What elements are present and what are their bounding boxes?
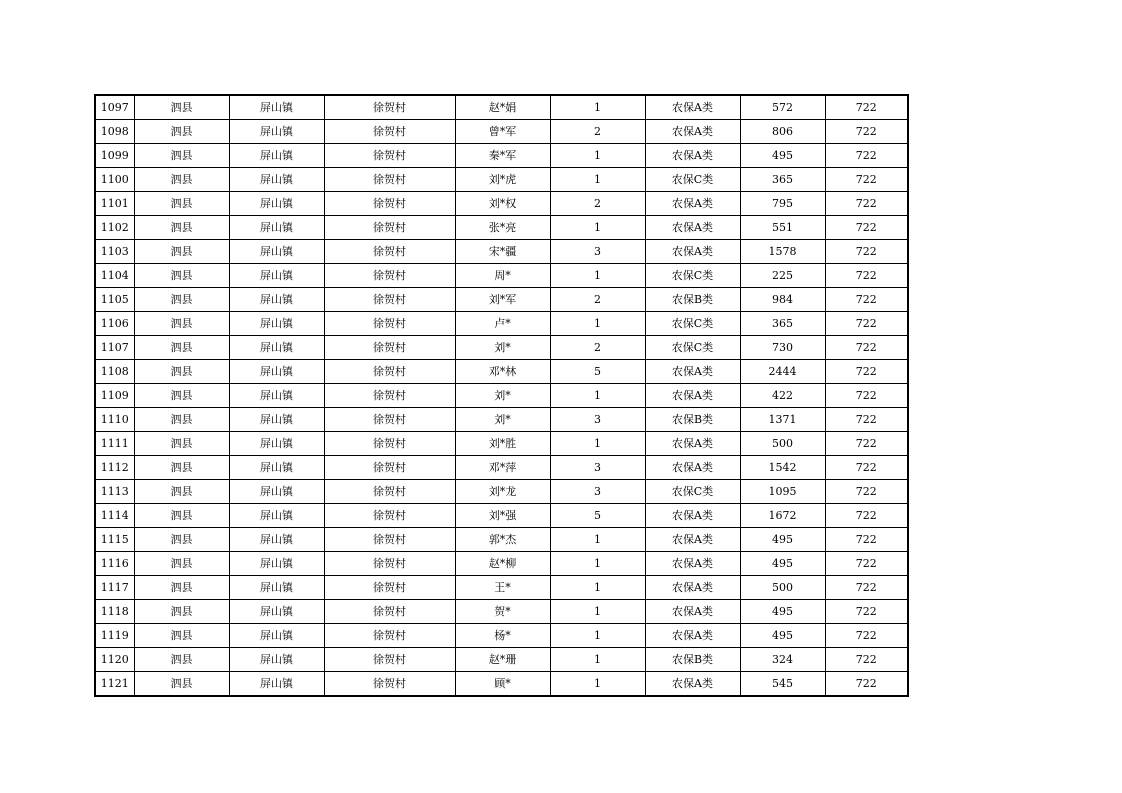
village-cell: 徐贺村 [324,216,455,240]
standard-cell: 722 [825,528,908,552]
household-size-cell: 2 [550,336,645,360]
name-cell: 邓*萍 [455,456,550,480]
household-size-cell: 5 [550,360,645,384]
serial-number-cell: 1106 [95,312,134,336]
category-cell: 农保A类 [645,95,740,120]
village-cell: 徐贺村 [324,504,455,528]
county-cell: 泗县 [134,312,229,336]
category-cell: 农保A类 [645,120,740,144]
table-row [95,240,908,264]
table-row [95,600,908,624]
household-size-cell: 1 [550,95,645,120]
amount-cell: 225 [740,264,825,288]
town-cell: 屏山镇 [229,432,324,456]
table-row [95,552,908,576]
standard-cell: 722 [825,312,908,336]
serial-number-cell: 1121 [95,672,134,697]
village-cell: 徐贺村 [324,408,455,432]
serial-number-cell: 1104 [95,264,134,288]
name-cell: 赵*柳 [455,552,550,576]
name-cell: 卢* [455,312,550,336]
serial-number-cell: 1115 [95,528,134,552]
amount-cell: 1578 [740,240,825,264]
amount-cell: 495 [740,144,825,168]
town-cell: 屏山镇 [229,168,324,192]
serial-number-cell: 1119 [95,624,134,648]
name-cell: 刘*权 [455,192,550,216]
standard-cell: 722 [825,456,908,480]
county-cell: 泗县 [134,144,229,168]
household-size-cell: 1 [550,384,645,408]
county-cell: 泗县 [134,504,229,528]
standard-cell: 722 [825,600,908,624]
amount-cell: 495 [740,624,825,648]
town-cell: 屏山镇 [229,264,324,288]
town-cell: 屏山镇 [229,456,324,480]
household-size-cell: 1 [550,216,645,240]
county-cell: 泗县 [134,95,229,120]
county-cell: 泗县 [134,360,229,384]
name-cell: 刘* [455,408,550,432]
standard-cell: 722 [825,288,908,312]
village-cell: 徐贺村 [324,144,455,168]
town-cell: 屏山镇 [229,672,324,697]
category-cell: 农保A类 [645,432,740,456]
standard-cell: 722 [825,504,908,528]
category-cell: 农保A类 [645,240,740,264]
serial-number-cell: 1110 [95,408,134,432]
table-row [95,216,908,240]
village-cell: 徐贺村 [324,120,455,144]
county-cell: 泗县 [134,624,229,648]
table-row [95,264,908,288]
name-cell: 秦*军 [455,144,550,168]
village-cell: 徐贺村 [324,576,455,600]
name-cell: 贺* [455,600,550,624]
amount-cell: 572 [740,95,825,120]
household-size-cell: 1 [550,264,645,288]
serial-number-cell: 1101 [95,192,134,216]
town-cell: 屏山镇 [229,288,324,312]
county-cell: 泗县 [134,552,229,576]
town-cell: 屏山镇 [229,144,324,168]
standard-cell: 722 [825,360,908,384]
name-cell: 宋*疆 [455,240,550,264]
village-cell: 徐贺村 [324,552,455,576]
county-cell: 泗县 [134,336,229,360]
amount-cell: 495 [740,528,825,552]
category-cell: 农保C类 [645,480,740,504]
town-cell: 屏山镇 [229,240,324,264]
serial-number-cell: 1097 [95,95,134,120]
table-row [95,576,908,600]
category-cell: 农保C类 [645,168,740,192]
town-cell: 屏山镇 [229,480,324,504]
category-cell: 农保A类 [645,384,740,408]
amount-cell: 422 [740,384,825,408]
name-cell: 刘*军 [455,288,550,312]
household-size-cell: 1 [550,528,645,552]
county-cell: 泗县 [134,264,229,288]
household-size-cell: 1 [550,312,645,336]
table-row [95,120,908,144]
table-row [95,528,908,552]
category-cell: 农保C类 [645,312,740,336]
name-cell: 刘*胜 [455,432,550,456]
standard-cell: 722 [825,624,908,648]
household-size-cell: 3 [550,456,645,480]
county-cell: 泗县 [134,168,229,192]
county-cell: 泗县 [134,600,229,624]
category-cell: 农保A类 [645,504,740,528]
category-cell: 农保A类 [645,624,740,648]
name-cell: 刘* [455,384,550,408]
standard-cell: 722 [825,216,908,240]
village-cell: 徐贺村 [324,528,455,552]
county-cell: 泗县 [134,240,229,264]
village-cell: 徐贺村 [324,336,455,360]
household-size-cell: 3 [550,240,645,264]
standard-cell: 722 [825,576,908,600]
standard-cell: 722 [825,432,908,456]
village-cell: 徐贺村 [324,95,455,120]
category-cell: 农保B类 [645,648,740,672]
serial-number-cell: 1099 [95,144,134,168]
standard-cell: 722 [825,552,908,576]
serial-number-cell: 1108 [95,360,134,384]
category-cell: 农保A类 [645,216,740,240]
category-cell: 农保A类 [645,144,740,168]
standard-cell: 722 [825,648,908,672]
table-row [95,384,908,408]
village-cell: 徐贺村 [324,648,455,672]
table-body [95,95,908,696]
serial-number-cell: 1113 [95,480,134,504]
serial-number-cell: 1102 [95,216,134,240]
village-cell: 徐贺村 [324,360,455,384]
village-cell: 徐贺村 [324,168,455,192]
town-cell: 屏山镇 [229,528,324,552]
village-cell: 徐贺村 [324,312,455,336]
data-table [94,94,909,697]
serial-number-cell: 1100 [95,168,134,192]
county-cell: 泗县 [134,432,229,456]
household-size-cell: 3 [550,408,645,432]
table-row [95,144,908,168]
county-cell: 泗县 [134,408,229,432]
table-row [95,672,908,697]
town-cell: 屏山镇 [229,600,324,624]
town-cell: 屏山镇 [229,504,324,528]
serial-number-cell: 1103 [95,240,134,264]
town-cell: 屏山镇 [229,336,324,360]
village-cell: 徐贺村 [324,240,455,264]
amount-cell: 1672 [740,504,825,528]
standard-cell: 722 [825,192,908,216]
town-cell: 屏山镇 [229,576,324,600]
serial-number-cell: 1118 [95,600,134,624]
village-cell: 徐贺村 [324,480,455,504]
household-size-cell: 1 [550,648,645,672]
village-cell: 徐贺村 [324,432,455,456]
name-cell: 郭*杰 [455,528,550,552]
amount-cell: 806 [740,120,825,144]
amount-cell: 324 [740,648,825,672]
serial-number-cell: 1112 [95,456,134,480]
standard-cell: 722 [825,480,908,504]
household-size-cell: 2 [550,192,645,216]
table-row [95,648,908,672]
category-cell: 农保A类 [645,672,740,697]
county-cell: 泗县 [134,120,229,144]
category-cell: 农保A类 [645,576,740,600]
amount-cell: 551 [740,216,825,240]
amount-cell: 495 [740,552,825,576]
serial-number-cell: 1114 [95,504,134,528]
county-cell: 泗县 [134,456,229,480]
amount-cell: 365 [740,168,825,192]
standard-cell: 722 [825,95,908,120]
town-cell: 屏山镇 [229,648,324,672]
name-cell: 赵*娟 [455,95,550,120]
town-cell: 屏山镇 [229,312,324,336]
county-cell: 泗县 [134,192,229,216]
amount-cell: 1371 [740,408,825,432]
table-row [95,480,908,504]
amount-cell: 500 [740,432,825,456]
town-cell: 屏山镇 [229,192,324,216]
category-cell: 农保B类 [645,288,740,312]
standard-cell: 722 [825,144,908,168]
name-cell: 刘*龙 [455,480,550,504]
name-cell: 张*亮 [455,216,550,240]
household-size-cell: 5 [550,504,645,528]
household-size-cell: 1 [550,552,645,576]
standard-cell: 722 [825,384,908,408]
table-row [95,360,908,384]
table-row [95,408,908,432]
category-cell: 农保A类 [645,552,740,576]
standard-cell: 722 [825,408,908,432]
standard-cell: 722 [825,168,908,192]
county-cell: 泗县 [134,288,229,312]
amount-cell: 730 [740,336,825,360]
name-cell: 刘*强 [455,504,550,528]
category-cell: 农保A类 [645,456,740,480]
household-size-cell: 1 [550,144,645,168]
name-cell: 邓*林 [455,360,550,384]
household-size-cell: 1 [550,576,645,600]
amount-cell: 495 [740,600,825,624]
village-cell: 徐贺村 [324,192,455,216]
category-cell: 农保A类 [645,600,740,624]
household-size-cell: 1 [550,624,645,648]
name-cell: 顾* [455,672,550,697]
serial-number-cell: 1111 [95,432,134,456]
county-cell: 泗县 [134,384,229,408]
county-cell: 泗县 [134,672,229,697]
table-row [95,456,908,480]
village-cell: 徐贺村 [324,600,455,624]
table-row [95,168,908,192]
town-cell: 屏山镇 [229,624,324,648]
category-cell: 农保A类 [645,360,740,384]
table-row [95,192,908,216]
town-cell: 屏山镇 [229,384,324,408]
standard-cell: 722 [825,672,908,697]
county-cell: 泗县 [134,480,229,504]
standard-cell: 722 [825,336,908,360]
household-size-cell: 2 [550,120,645,144]
name-cell: 周* [455,264,550,288]
serial-number-cell: 1116 [95,552,134,576]
serial-number-cell: 1109 [95,384,134,408]
name-cell: 曾*军 [455,120,550,144]
table-row [95,312,908,336]
name-cell: 刘* [455,336,550,360]
county-cell: 泗县 [134,216,229,240]
standard-cell: 722 [825,264,908,288]
county-cell: 泗县 [134,528,229,552]
category-cell: 农保A类 [645,192,740,216]
table-row [95,624,908,648]
serial-number-cell: 1098 [95,120,134,144]
household-size-cell: 3 [550,480,645,504]
standard-cell: 722 [825,120,908,144]
household-size-cell: 1 [550,168,645,192]
serial-number-cell: 1120 [95,648,134,672]
amount-cell: 984 [740,288,825,312]
town-cell: 屏山镇 [229,95,324,120]
amount-cell: 2444 [740,360,825,384]
county-cell: 泗县 [134,648,229,672]
town-cell: 屏山镇 [229,408,324,432]
county-cell: 泗县 [134,576,229,600]
serial-number-cell: 1105 [95,288,134,312]
village-cell: 徐贺村 [324,288,455,312]
category-cell: 农保C类 [645,264,740,288]
village-cell: 徐贺村 [324,672,455,697]
village-cell: 徐贺村 [324,624,455,648]
table-row [95,432,908,456]
standard-cell: 722 [825,240,908,264]
amount-cell: 795 [740,192,825,216]
name-cell: 刘*虎 [455,168,550,192]
household-size-cell: 1 [550,672,645,697]
amount-cell: 545 [740,672,825,697]
village-cell: 徐贺村 [324,456,455,480]
amount-cell: 500 [740,576,825,600]
category-cell: 农保B类 [645,408,740,432]
amount-cell: 365 [740,312,825,336]
category-cell: 农保A类 [645,528,740,552]
serial-number-cell: 1117 [95,576,134,600]
village-cell: 徐贺村 [324,384,455,408]
household-size-cell: 1 [550,600,645,624]
town-cell: 屏山镇 [229,120,324,144]
household-size-cell: 2 [550,288,645,312]
name-cell: 赵*珊 [455,648,550,672]
table-row [95,336,908,360]
town-cell: 屏山镇 [229,216,324,240]
table-row [95,95,908,120]
table-row [95,504,908,528]
category-cell: 农保C类 [645,336,740,360]
name-cell: 王* [455,576,550,600]
household-size-cell: 1 [550,432,645,456]
serial-number-cell: 1107 [95,336,134,360]
name-cell: 杨* [455,624,550,648]
amount-cell: 1095 [740,480,825,504]
table-row [95,288,908,312]
village-cell: 徐贺村 [324,264,455,288]
town-cell: 屏山镇 [229,360,324,384]
town-cell: 屏山镇 [229,552,324,576]
amount-cell: 1542 [740,456,825,480]
